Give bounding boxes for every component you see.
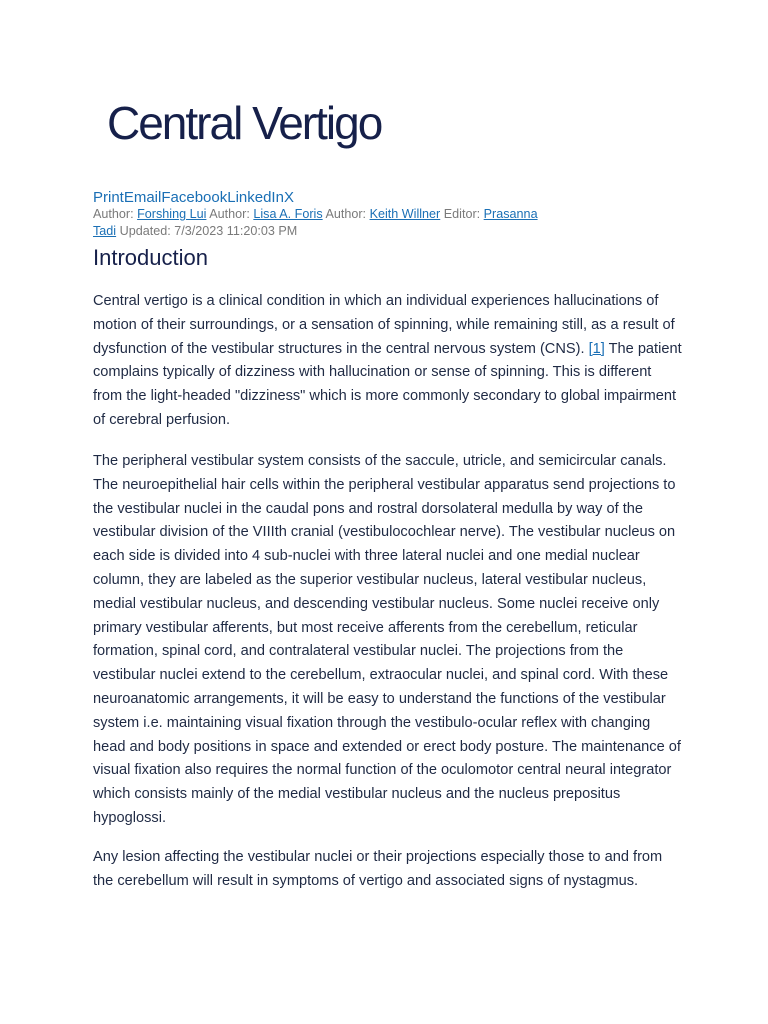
author-label: Author: <box>206 207 254 221</box>
author-link-keith-willner[interactable]: Keith Willner <box>369 207 441 221</box>
linkedin-link[interactable]: LinkedIn <box>227 189 284 206</box>
intro-paragraph-1 <box>93 290 683 433</box>
page-title: Central Vertigo <box>107 97 382 149</box>
byline <box>93 206 563 240</box>
facebook-link[interactable]: Facebook <box>161 189 228 206</box>
editor-link-prasanna-tadi[interactable]: Prasanna Tadi <box>93 207 538 238</box>
print-link[interactable]: Print <box>93 189 124 206</box>
updated-date: 7/3/2023 11:20:03 PM <box>174 224 298 238</box>
section-heading-introduction: Introduction <box>93 245 208 270</box>
editor-label: Editor: <box>440 207 484 221</box>
paragraph-text: Central vertigo is a clinical condition in which an individual experiences hallucinations of motion of their surroundings, or a sensation of spinning, while remaining still, as a result of dysfunction of the vestibular structures in the central nervous system (CNS). <box>93 293 675 357</box>
email-link[interactable]: Email <box>123 189 162 206</box>
reference-link-1[interactable]: [1] <box>588 340 605 357</box>
author-link-forshing-lui[interactable]: Forshing Lui <box>137 207 207 221</box>
author-label: Author: <box>93 207 138 221</box>
author-label: Author: <box>322 207 370 221</box>
updated-label: Updated: <box>116 224 175 238</box>
x-link[interactable]: X <box>283 189 294 206</box>
author-link-lisa-foris[interactable]: Lisa A. Foris <box>253 207 323 221</box>
share-bar <box>93 189 294 207</box>
intro-paragraph-2: The peripheral vestibular system consists of the saccule, utricle, and semicircular canals. The neuroepithelial hair cells within the peripheral vestibular apparatus send projections to the vestibular nuclei in the caudal pons and rostral dorsolateral medulla by way of the vestibular division of the VIIIth cranial (vestibulocochlear nerve). The vestibular nucleus on each side is divided into 4 sub-nuclei with three lateral nuclei and one medial nuclear column, they are labeled as the superior vestibular nucleus, lateral vestibular nucleus, medial vestibular nucleus, and descending vestibular nucleus. Some nuclei receive only primary vestibular afferents, but most receive afferents from the cerebellum, reticular formation, spinal cord, and contralateral vestibular nuclei. The projections from the vestibular nuclei extend to the cerebellum, extraocular nuclei, and spinal cord. With these neuroanatomic arrangements, it will be easy to understand the functions of the vestibular system i.e. maintaining visual fixation through the vestibulo-ocular reflex with changing head and body positions in space and extended or erect body posture. The maintenance of visual fixation also requires the normal function of the oculomotor central neural integrator which consists mainly of the medial vestibular nucleus and the nucleus prepositus hypoglossi. <box>93 453 681 826</box>
intro-paragraph-3: Any lesion affecting the vestibular nuclei or their projections especially those to and from the cerebellum will result in symptoms of vertigo and associated signs of nystagmus. <box>93 849 663 889</box>
paragraph-text: The patient complains typically of dizziness with hallucination or sense of spinning. This is different from the light-headed "dizziness" which is more commonly secondary to global impairment of cerebral perfusion. <box>93 340 682 428</box>
